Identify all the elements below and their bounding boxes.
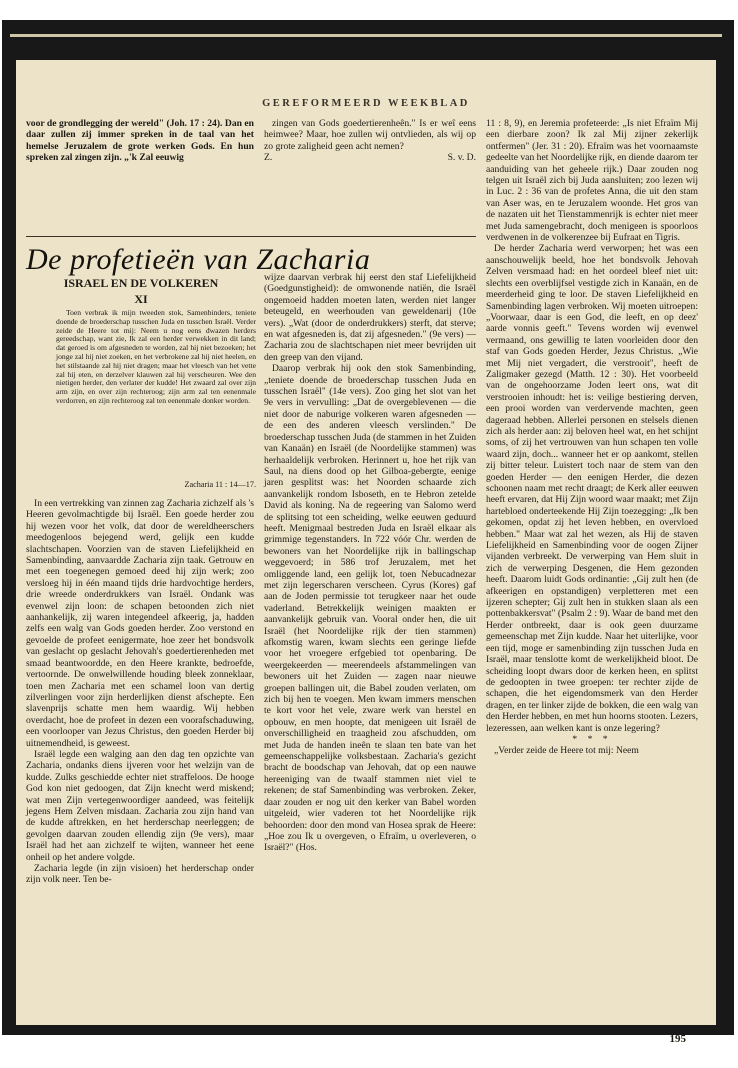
right-paragraph-2: De herder Zacharia werd verworpen; het was een aanschouwelijk beeld, hoe het bondsvolk Jehovah Zelven versmaad had: en het oordeel bleef niet uit: slechts een overblijfsel vestigde zich in Kanaän, en de meerderheid ging te loor. De staven Liefelijkheid en Samenbinding lagen verbroken. Wij moeten uitroepen: „Voorwaar, daar is een God, die leeft, en op deez' aarde vonnis geeft." Tevens worden wij evenwel vermaand, ons gewillig te laten voorleiden door den staf van Gods goeden Herder, Jezus Christus. „Wie met Mij niet vergadert, die verstrooit", heeft de Zaligmaker gezegd (Matth. 12 : 30). Het voorbeeld van de ongehoorzame Joden leert ons, wat dit verstrooien inhoudt: het is: veilige bestiering derven, een prooi worden van verdervende machten, geen dageraad hebben. Allerlei personen en stelsels dienen zich als herder aan: zij beloven heel wat, en het schijnt soms, of zij het vertrouwen van hun schapen ten volle waard zijn, doch... wanneer het er op aankomt, stellen zij bitter teleur. Luistert toch naar de stem van den goeden Herder — den eenigen Herder, die dezen schoonen naam met recht draagt; de Kerk aller eeuwen heeft ervaren, dat Hij Zijn woord waar maakt; met Zijn hartebloed onderteekende Hij Zijn toezegging: „Ik ben gekomen, opdat zij het leven hebben, en overvloed hebben." Maar wat zal het wezen, als Hij de staven Liefelijkheid en Samenbinding voor de oogen Zijner vijanden verbreekt. De verwerping van Hem sluit in zich de verwerping Desgenen, die Hem gezonden heeft. Daarom luidt Gods ordinantie: „Gij zult hen (de afkeerigen en opstandigen) verpletteren met een ijzeren schepter; Gij zult hen in stukken slaan als een pottenbakkersvat" (Psalm 2 : 9). Waar de band met den Herder ontbreekt, daar is ook geen duurzame gemeenschap met Zijn kudde. Naar het uiterlijke, voor een tijd, moge er samenbinding zijn tusschen Juda en Israël, maar tenslotte komt de werkelijkheid bloot. De scheiding loopt dwars door de kerken heen, en splitst de gedoopten in twee groepen: ter rechter zijde de schapen, die het eigendomsmerk van den Herder dragen, en ter linker zijde de bokken, die een walg van den Herder hebben, en met hun hoorns stooten. Lezers, lezeressen, aan welken kant is onze legering? (486, 243, 698, 734)
signature-right: S. v. D. (447, 152, 476, 164)
article-title: De profetieën van Zacharia (26, 243, 371, 276)
middle-paragraph-2: Daarop verbrak hij ook den stok Samenbinding, „teniete doende de broederschap tusschen Juda en tusschen Israël" (14e vers). Zoo ging het slot van het 9e vers in vervulling: „Dat de overgeblevenen — die niet door de naburige volkeren waren afgesneden — de een des anderen vleesch verslinden." De broederschap tusschen Juda (de stammen in het Zuiden van Kanaän) en Israël (de Noordelijke stammen) was herhaaldelijk verbroken. Herinnert u, hoe het rijk van Saul, na diens dood op het Gilboa-gebergte, eenige jaren gesplitst was: het Noorden schaarde zich aanvankelijk rondom Isboseth, en te Hebron zetelde David als koning. Na de regeering van Salomo werd de splitsing tot een scheiding, welke eeuwen geduurd heeft. Menigmaal bestreden Juda en Israël elkaar als grimmige tegenstanders. In 722 vóór Chr. werden de bewoners van het Noordelijke rijk in ballingschap weggevoerd; in 586 trof Jeruzalem, met het omliggende land, een gelijk lot, toen Nebucadnezar met zijn legerscharen verscheen. Cyrus (Kores) gaf aan de Joden permissie tot terugkeer naar het oude vaderland. Betrekkelijk weinigen maakten er aanvankelijk gebruik van. Vooral onder hen, die uit Israël (het Noordelijke rijk der tien stammen) afkomstig waren, kwam slechts een geringe liefde voor het vroegere erfgebied tot openbaring. De weergekeerden — meerendeels afstammelingen van bewoners uit het Zuiden — zagen naar nieuwe groepen ballingen uit, die Babel zouden verlaten, om zich bij hen te voegen. Men kwam immers menschen te kort voor het vele, zware werk van herstel en opbouw, en men hoopte, dat menigeen uit Israël de onverschilligheid en traagheid zou afschudden, om met Juda de handen ineên te slaan ten bate van het gemeenschappelijke volksbestaan. Zacharia's gezicht bracht de boodschap van Jehovah, dat op een nauwe hereeniging van de twaalf stammen niet viel te rekenen; de staf Samenbinding was verbroken. Zeker, daar zouden er nog uit den kerker van Babel worden uitgeleid, wier vaderen tot het Noordelijke rijk behoorden: door den mond van Hosea sprak de Heere: „Hoe zou Ik u overgeven, o Efraïm, u overleveren, o Israël?" (Hos. (264, 363, 476, 854)
top-middle-text (264, 118, 476, 164)
top-middle-paragraph: zingen van Gods goedertierenheên." Is er weî eens heimwee? Maar, hoe zullen wij ontvlieden, als wij op zo grote zaligheid geen acht nemen? (264, 118, 476, 152)
quote-reference: Zacharia 11 : 14—17. (184, 480, 256, 489)
signature-left: Z. (264, 152, 273, 164)
middle-column (264, 272, 476, 854)
magazine-page (16, 60, 716, 1045)
page-number: 195 (669, 1033, 686, 1045)
top-left-text (26, 118, 254, 164)
running-title: GEREFORMEERD WEEKBLAD (262, 98, 470, 109)
article-subtitle: ISRAEL EN DE VOLKEREN (63, 276, 219, 290)
quote-text: Toen verbrak ik mijn tweeden stok, Samenbinders, teniete doende de broederschap tusschen Juda en tusschen Israël. Verder zeide de Heere tot mij: Neem u nog eens dwazen herders gereedschap, want zie, Ik zal een herder verwekken in dit land; dat geroed is om afgesneden te worden, zal hij niet bezoeken; het jonge zal hij niet zoeken, en het verbrokene zal hij niet heelen, en het stilstaande zal hij niet dragen; maar het vleesch van het vette zal hij eten, en derzelver klauwen zal hij verscheuren. Wee den nietigen herder, den verlater der kudde! Het zwaard zal over zijn arm zijn, en over zijn rechteroog; zijn arm zal ten eenenmale verdorren, en zijn rechteroog zal ten eenenmale donker worden. (56, 308, 256, 405)
closing-line: „Verder zeide de Heere tot mij: Neem (494, 745, 639, 757)
section-separator: * * * (572, 733, 612, 745)
middle-paragraph-1: wijze daarvan verbrak hij eerst den staf Liefelijkheid (Goedgunstigheid): de omwonende natiën, die Israël ongemoeid hadden moeten laten, werden niet langer beteugeld, en weerhouden van geweldenarij (10e vers). „Wat (door de onderdrukkers) sterft, dat sterve; en wat afgesneden is, dat zij afgesneden." (9e vers) — Zacharia zou de slachtschapen niet meer bevrijden uit den greep van den vijand. (264, 272, 476, 363)
chapter-number: XI (134, 292, 148, 306)
signature-line (264, 152, 476, 163)
left-column (26, 498, 254, 886)
left-paragraph-1: In een vertrekking van zinnen zag Zacharia zichzelf als 's Heeren gevolmachtigde bij Israël. Een goede herder zou hij wezen voor het volk, dat door de wereldheerschers meedogenloos bejegend werd, gelijk een kudde slachtschapen. Voorzien van de staven Liefelijkheid en Samenbinding, aanvaardde Zacharia zijn taak. Getrouw en met een toegenegen gemoed deed hij zijn werk; zoo versloeg hij in één maand tijds drie hardvochtige herders, drie wreede onderdrukkers van Israël. Ondank was evenwel zijn loon: de schapen betoonden zich niet aanhankelijk, zij waren integendeel afkeerig, ja, hadden zelfs een walg van Gods goeden herder. Zoo verstond en gevoelde de profeet eenigermate, hoe zeer het bondsvolk van geslacht op geslacht Jehovah's goedertierenheden met smaad beantwoordde, en den Heere krankte, bedroefde, vertoornde. De onwelwillende houding bleek zonneklaar, toen men Zacharia met een schamel loon van dertig zilverlingen voor zijn herderlijken dienst afschepte. Een slavenprijs schatte men hem waardig. Wij hebben overdacht, hoe de profeet in dezen een voorafschaduwing, een voorlooper van Jezus Christus, den goeden Herder bij uitnemendheid, is geweest. (26, 498, 254, 749)
right-column (486, 118, 698, 757)
left-paragraph-2: Israël legde een walging aan den dag ten opzichte van Zacharia, ondanks diens ijveren voor het welzijn van de kudde. Zulks geschiedde echter niet straffeloos. De hooge God kon niet gedoogen, dat Zijn knecht werd miskend; wat men Zijn vertegenwoordiger aandeed, was feitelijk jegens Hem Zelven misdaan. Zacharia zou zijn hand van de kudde aftrekken, en het herderschap neerleggen; de gevolgen daarvan zouden ellendig zijn (9e vers), maar Israël had het aan zichzelf te wijten, wanneer het eene onheil op het andere volgde. (26, 748, 254, 863)
left-paragraph-3: Zacharia legde (in zijn visioen) het herderschap onder zijn volk neer. Ten be- (26, 863, 254, 886)
page-top-edge (10, 34, 722, 37)
top-left-paragraph: voor de grondlegging der wereld" (Joh. 17 : 24). Dan en daar zullen zij immer spreken in de taal van het hemelse Jeruzalem de grote werken Gods. En hun spreken zal zingen zijn. „'k Zal eeuwig (26, 118, 254, 164)
right-paragraph-1: 11 : 8, 9), en Jeremia profeteerde: „Is niet Efraïm Mij een dierbare zoon? Ik zal Mij zijner zekerlijk ontfermen" (Jer. 31 : 20). Efraïm was het voornaamste gedeelte van het Noordelijke rijk, en diende daarom ter aanduiding van het geheele rijk.) Daar zouden nog telgen uit Israël zich bij Juda aansluiten; zoo lezen wij in Luc. 2 : 36 van de profetes Anna, die uit den stam van Aser was, en te Jeruzalem woonde. Het gros van de nazaten uit het Tienstammenrijk is echter niet meer met Juda samengebracht, doch menigeen is spoorloos verdwenen in de volkerenzee bij Eufraat en Tigris. (486, 118, 698, 244)
title-rule (26, 236, 476, 237)
scripture-quote (56, 309, 256, 406)
